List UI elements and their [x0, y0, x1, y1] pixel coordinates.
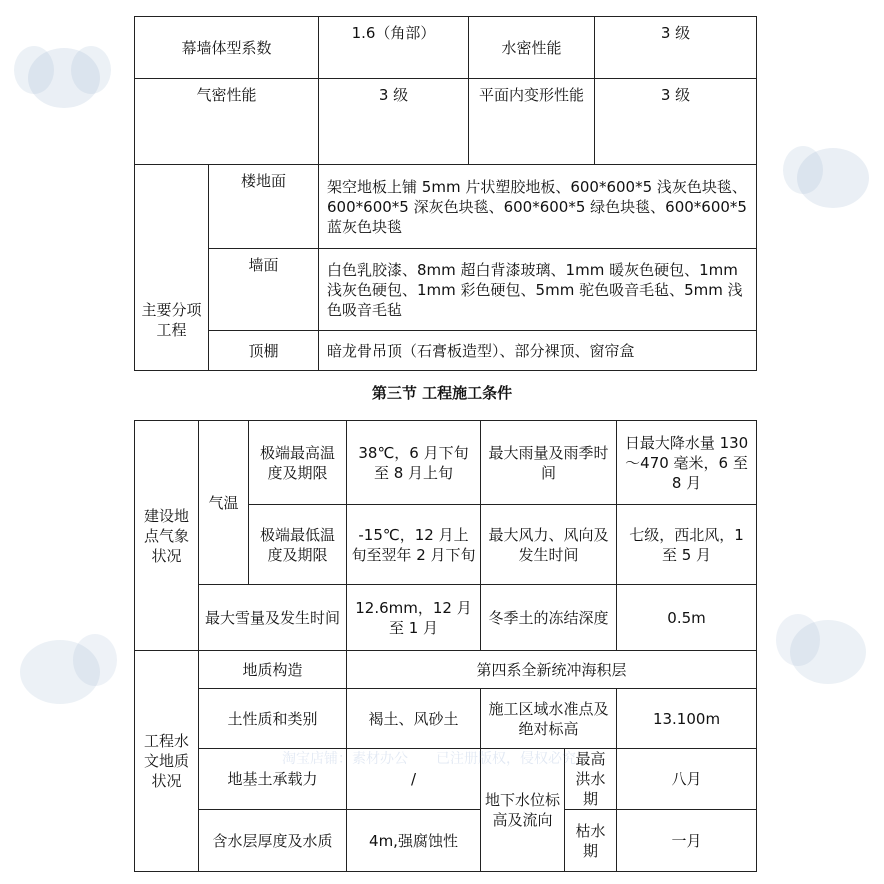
cell-label: 极端最低温度及期限	[249, 505, 347, 585]
watermark-text: 淘宝店铺：素材办公 已注册版权，侵权必究	[282, 751, 576, 767]
section-title: 第三节 工程施工条件	[371, 384, 513, 402]
construction-conditions-table	[134, 420, 757, 872]
row-name: 楼地面	[209, 165, 319, 249]
cell-value: 七级，西北风，1 至 5 月	[617, 505, 757, 585]
cell-label: 极端最高温度及期限	[249, 421, 347, 505]
cell-value: 八月	[617, 749, 757, 810]
cell-label: 施工区域水准点及绝对标高	[481, 689, 617, 749]
cell-label: 枯水期	[565, 810, 617, 872]
elephant-watermark-icon	[0, 620, 120, 720]
cell-value: 38℃，6 月下旬至 8 月上旬	[347, 421, 481, 505]
cell-value: 3 级	[319, 79, 469, 165]
cell-value: 13.100m	[617, 689, 757, 749]
group-label: 工程水文地质状况	[135, 651, 199, 872]
cell-value: 0.5m	[617, 585, 757, 651]
cell-label: 最大雨量及雨季时间	[481, 421, 617, 505]
cell-label: 地下水位标高及流向	[481, 749, 565, 872]
cell-label: 平面内变形性能	[469, 79, 595, 165]
cell-label: 含水层厚度及水质	[199, 810, 347, 872]
cell-value: 日最大降水量 130～470 毫米，6 至 8 月	[617, 421, 757, 505]
cell-label: 土性质和类别	[199, 689, 347, 749]
building-params-table	[134, 16, 757, 371]
group-label: 建设地点气象状况	[135, 421, 199, 651]
elephant-watermark-icon	[770, 600, 884, 700]
elephant-watermark-icon	[6, 30, 116, 120]
cell-value: 3 级	[595, 17, 757, 79]
elephant-watermark-icon	[775, 130, 884, 220]
cell-label: 最大风力、风向及发生时间	[481, 505, 617, 585]
cell-value: 1.6（角部）	[319, 17, 469, 79]
cell-value: 一月	[617, 810, 757, 872]
cell-label: 最大雪量及发生时间	[199, 585, 347, 651]
cell-label: 最高洪水期	[565, 749, 617, 810]
cell-value: 4m,强腐蚀性	[347, 810, 481, 872]
row-name: 顶棚	[209, 331, 319, 371]
group-label: 主要分项工程	[135, 165, 209, 371]
cell-value: /	[347, 749, 481, 810]
cell-label: 地质构造	[199, 651, 347, 689]
cell-value: -15℃，12 月上旬至翌年 2 月下旬	[347, 505, 481, 585]
temp-label: 气温	[199, 421, 249, 585]
row-text: 暗龙骨吊顶（石膏板造型）、部分裸顶、窗帘盒	[319, 331, 757, 371]
row-text: 架空地板上铺 5mm 片状塑胶地板、600*600*5 浅灰色块毯、600*600*5 深灰色块毯、600*600*5 绿色块毯、600*600*5 蓝灰色块毯	[319, 165, 757, 249]
cell-value: 12.6mm，12 月至 1 月	[347, 585, 481, 651]
row-text: 白色乳胶漆、8mm 超白背漆玻璃、1mm 暖灰色硬包、1mm 浅灰色硬包、1mm 彩色硬包、5mm 驼色吸音毛毡、5mm 浅色吸音毛毡	[319, 249, 757, 331]
cell-value: 第四系全新统冲海积层	[347, 651, 757, 689]
row-name: 墙面	[209, 249, 319, 331]
cell-label: 气密性能	[135, 79, 319, 165]
cell-value: 3 级	[595, 79, 757, 165]
cell-label: 冬季土的冻结深度	[481, 585, 617, 651]
cell-label: 地基土承载力	[199, 749, 347, 810]
cell-label: 水密性能	[469, 17, 595, 79]
cell-label: 幕墙体型系数	[135, 17, 319, 79]
cell-value: 褐土、风砂土	[347, 689, 481, 749]
